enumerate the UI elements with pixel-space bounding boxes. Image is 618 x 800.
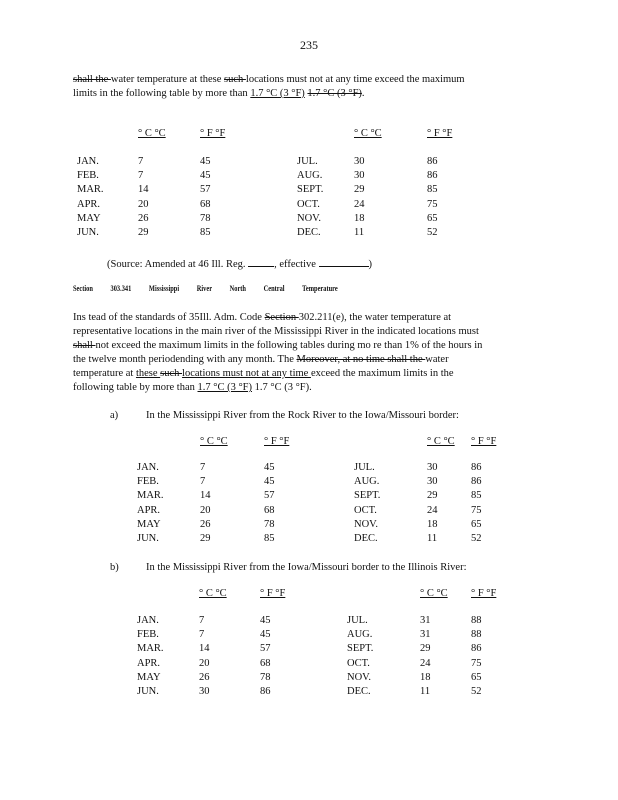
section-word: Temperature — [302, 284, 338, 293]
column-header: ° C °C — [354, 128, 382, 139]
subsection-b-text: In the Mississippi River from the Iowa/Missouri border to the Illinois River: — [146, 562, 467, 573]
column-header: ° F °F — [471, 588, 497, 599]
table-cell: DEC. — [354, 533, 378, 544]
text: water temperature at these — [110, 74, 225, 85]
table-cell: MAR. — [137, 643, 164, 655]
table-cell: 86 — [427, 156, 438, 167]
page-number: 235 — [300, 38, 318, 52]
source-line — [107, 256, 372, 270]
table-cell: 7 — [200, 476, 206, 488]
source-text: (Source: Amended at 46 Ill. Reg. — [107, 259, 246, 270]
intro-line-1 — [73, 74, 465, 85]
table-cell: 68 — [200, 198, 211, 210]
underlined-text: locations must not at any time — [182, 368, 311, 379]
table-cell: DEC. — [297, 227, 321, 238]
table-cell: 45 — [264, 476, 275, 488]
table-cell: 7 — [199, 629, 205, 641]
table-cell: 26 — [200, 518, 211, 530]
table-cell: 24 — [420, 657, 431, 669]
table-cell: 26 — [199, 671, 210, 683]
table-cell: OCT. — [354, 504, 377, 516]
strike-text: Moreover, at no time shall the — [296, 354, 426, 365]
table-cell: 30 — [354, 170, 365, 182]
table-cell: FEB. — [77, 170, 99, 182]
section-word: Mississippi — [148, 284, 180, 293]
intro-line-2 — [73, 88, 365, 99]
table-cell: 57 — [200, 184, 211, 196]
table-cell: MAR. — [77, 184, 104, 196]
column-header: ° C °C — [200, 436, 228, 447]
table-cell: 11 — [420, 686, 431, 697]
column-header: ° F °F — [260, 588, 286, 599]
table-cell: 14 — [199, 643, 210, 655]
subsection-a-text: In the Mississippi River from the Rock River to the Iowa/Missouri border: — [146, 410, 459, 421]
column-header: ° F °F — [427, 128, 453, 139]
table-cell: SEPT. — [347, 643, 374, 655]
table-cell: 52 — [427, 227, 438, 238]
column-header: ° C °C — [427, 436, 455, 447]
column-header: ° F °F — [200, 128, 226, 139]
table-cell: JUL. — [297, 156, 318, 167]
column-header: ° C °C — [138, 128, 166, 139]
table-cell: 30 — [354, 156, 365, 167]
body-line-4 — [73, 354, 449, 365]
table-cell: MAY — [77, 212, 101, 224]
table-cell: 7 — [138, 170, 144, 182]
text: exceed the maximum limits in the — [310, 368, 454, 379]
table-cell: 29 — [420, 643, 431, 655]
column-header: ° C °C — [420, 588, 448, 599]
strike-text: such — [224, 74, 246, 85]
table-cell: 45 — [260, 629, 271, 641]
table-cell: 20 — [200, 504, 211, 516]
table-cell: FEB. — [137, 629, 159, 641]
table-cell: 26 — [138, 212, 149, 224]
text: 302.211(e), the water temperature at — [298, 312, 452, 323]
table-cell: 57 — [260, 643, 271, 655]
subsection-b-label: b) — [110, 562, 119, 573]
table-cell: MAY — [137, 671, 161, 683]
table-cell: OCT. — [297, 198, 320, 210]
table-cell: 7 — [199, 615, 205, 626]
table-cell: 75 — [471, 504, 482, 516]
table-cell: APR. — [137, 504, 161, 516]
column-header: ° F °F — [471, 436, 497, 447]
table-cell: 52 — [471, 686, 482, 697]
table-cell: 45 — [264, 462, 275, 473]
table-cell: 68 — [260, 657, 271, 669]
table-cell: 45 — [200, 156, 211, 167]
table-cell: 24 — [354, 198, 365, 210]
table-cell: 11 — [354, 227, 365, 238]
table-cell: 45 — [200, 170, 211, 182]
table-cell: NOV. — [297, 212, 322, 224]
body-line-5 — [73, 368, 454, 379]
table-cell: 29 — [138, 227, 149, 238]
underlined-text: 1.7 °C (3 °F) — [250, 88, 305, 99]
section-heading — [73, 284, 355, 293]
strike-text: 1.7 °C (3 °F) — [307, 88, 362, 99]
text: not exceed the maximum limits in the following tables during mo re than 1% of the hours in — [95, 340, 483, 351]
table-cell: 78 — [264, 518, 275, 530]
column-header: ° F °F — [264, 436, 290, 447]
table-cell: NOV. — [354, 518, 379, 530]
table-cell: 75 — [427, 198, 438, 210]
table-cell: 78 — [200, 212, 211, 224]
table-cell: SEPT. — [354, 490, 381, 502]
table-cell: 7 — [200, 462, 206, 473]
table-cell: 18 — [354, 212, 365, 224]
table-cell: 14 — [200, 490, 211, 502]
text: water — [425, 354, 449, 365]
table-cell: FEB. — [137, 476, 159, 488]
table-cell: 30 — [427, 462, 438, 473]
table-cell: AUG. — [297, 170, 323, 182]
underlined-text: 1.7 °C (3 °F) — [197, 382, 252, 393]
table-cell: 86 — [260, 686, 271, 697]
table-cell: 65 — [471, 671, 482, 683]
table-cell: 68 — [264, 504, 275, 516]
table-cell: MAR. — [137, 490, 164, 502]
table-cell: DEC. — [347, 686, 371, 697]
table-cell: 45 — [260, 615, 271, 626]
text: following table by more than — [73, 382, 198, 393]
body-line-2 — [73, 326, 479, 337]
blank-field — [248, 256, 274, 267]
table-cell: 65 — [471, 518, 482, 530]
text: locations must not at any time exceed the maximum — [245, 74, 465, 85]
strike-text: shall — [73, 340, 96, 351]
table-cell: 29 — [200, 533, 211, 544]
table-cell: 29 — [354, 184, 365, 196]
section-number: 303.341 — [110, 284, 132, 293]
column-header: ° C °C — [199, 588, 227, 599]
table-cell: 85 — [264, 533, 275, 544]
table-cell: 85 — [200, 227, 211, 238]
table-cell: APR. — [77, 198, 101, 210]
table-cell: 20 — [199, 657, 210, 669]
table-cell: 24 — [427, 504, 438, 516]
table-cell: 31 — [420, 615, 431, 626]
text: . — [361, 88, 365, 99]
table-cell: 7 — [138, 156, 144, 167]
table-cell: 20 — [138, 198, 149, 210]
table-cell: 75 — [471, 657, 482, 669]
table-cell: JAN. — [137, 615, 159, 626]
table-cell: 57 — [264, 490, 275, 502]
text: temperature at — [73, 368, 136, 379]
text: limits in the following table by more than — [73, 88, 251, 99]
table-cell: MAY — [137, 518, 161, 530]
text: representative locations in the main river of the Mississippi River in the indicated locations must — [73, 326, 479, 337]
table-cell: JUN. — [77, 227, 99, 238]
body-line-1 — [73, 312, 451, 323]
section-word: Central — [263, 284, 285, 293]
source-text: ) — [368, 259, 373, 270]
body-line-6 — [73, 382, 312, 393]
table-cell: 86 — [471, 643, 482, 655]
table-cell: NOV. — [347, 671, 372, 683]
table-cell: APR. — [137, 657, 161, 669]
table-cell: JUL. — [354, 462, 375, 473]
section-word: North — [229, 284, 246, 293]
table-cell: 29 — [427, 490, 438, 502]
table-cell: SEPT. — [297, 184, 324, 196]
underlined-text: these — [135, 368, 161, 379]
table-cell: 86 — [471, 462, 482, 473]
table-cell: 30 — [199, 686, 210, 697]
table-cell: JUN. — [137, 533, 159, 544]
table-cell: JAN. — [137, 462, 159, 473]
table-cell: JUN. — [137, 686, 159, 697]
section-label: Section — [73, 284, 93, 293]
table-cell: 86 — [471, 476, 482, 488]
body-line-3 — [73, 340, 482, 351]
table-cell: 18 — [420, 671, 431, 683]
blank-field — [319, 256, 369, 267]
text: 1.7 °C (3 °F). — [252, 382, 312, 393]
text: the twelve month periodending with any month. The — [73, 354, 297, 365]
table-cell: 52 — [471, 533, 482, 544]
strike-text: such — [160, 368, 183, 379]
table-cell: 86 — [427, 170, 438, 182]
table-cell: 11 — [427, 533, 438, 544]
subsection-a-label: a) — [110, 410, 119, 421]
section-word: River — [196, 284, 213, 293]
table-cell: 85 — [427, 184, 438, 196]
strike-text: Section — [264, 312, 299, 323]
table-cell: JUL. — [347, 615, 368, 626]
table-cell: 30 — [427, 476, 438, 488]
table-cell: 88 — [471, 629, 482, 641]
table-cell: 18 — [427, 518, 438, 530]
table-cell: 78 — [260, 671, 271, 683]
table-cell: 88 — [471, 615, 482, 626]
table-cell: 14 — [138, 184, 149, 196]
table-cell: 65 — [427, 212, 438, 224]
table-cell: OCT. — [347, 657, 370, 669]
table-cell: AUG. — [354, 476, 380, 488]
table-cell: 31 — [420, 629, 431, 641]
strike-text: shall the — [73, 74, 111, 85]
table-cell: 85 — [471, 490, 482, 502]
text: Ins tead of the standards of 35Ill. Adm. Code — [73, 312, 265, 323]
table-cell: AUG. — [347, 629, 373, 641]
source-text: , effective — [274, 259, 316, 270]
table-cell: JAN. — [77, 156, 99, 167]
